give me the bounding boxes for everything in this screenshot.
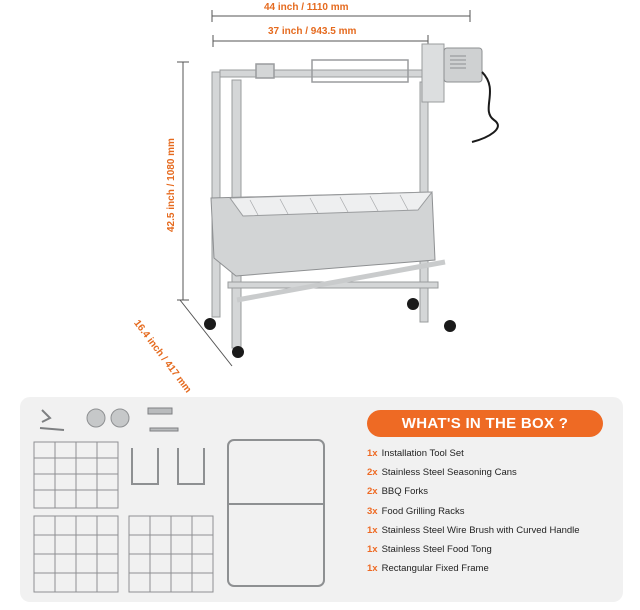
- item-quantity: 2x: [367, 467, 378, 479]
- list-item: [367, 502, 627, 521]
- item-label: BBQ Forks: [381, 486, 429, 498]
- tool-set-icon: [40, 410, 64, 430]
- motor: [422, 44, 498, 142]
- item-quantity: 1x: [367, 563, 378, 575]
- item-quantity: 1x: [367, 524, 378, 536]
- item-quantity: 2x: [367, 486, 378, 498]
- brush-icon: [148, 408, 178, 431]
- width-outer-dimension: 44 inch / 1110 mm: [264, 2, 349, 13]
- height-dimension: 42.5 inch / 1080 mm: [166, 138, 177, 232]
- item-label: Installation Tool Set: [381, 448, 464, 459]
- bbq-forks-icon: [132, 448, 204, 484]
- grill-trough: [211, 192, 435, 276]
- depth-dimension: 16.4 inch / 417 mm: [131, 318, 194, 396]
- box-parts-illustration: [30, 400, 360, 600]
- item-label: Stainless Steel Seasoning Cans: [381, 467, 517, 479]
- item-quantity: 3x: [367, 505, 378, 517]
- width-inner-dimension: 37 inch / 943.5 mm: [268, 26, 357, 37]
- list-item: [367, 444, 627, 463]
- item-label: Rectangular Fixed Frame: [381, 563, 489, 575]
- seasoning-cans-icon: [87, 409, 129, 427]
- fixed-frame-icon: [228, 440, 324, 586]
- item-label: Stainless Steel Wire Brush with Curved Handle: [381, 524, 580, 536]
- item-quantity: 1x: [367, 448, 378, 459]
- list-item: [367, 463, 627, 482]
- item-label: Stainless Steel Food Tong: [381, 543, 492, 555]
- list-item: [367, 540, 627, 559]
- box-contents-title: WHAT'S IN THE BOX ?: [367, 410, 603, 437]
- list-item: [367, 482, 627, 501]
- list-item: [367, 521, 627, 540]
- grilling-rack-icon: [34, 442, 213, 592]
- list-item: [367, 559, 627, 578]
- item-label: Food Grilling Racks: [381, 505, 465, 517]
- item-quantity: 1x: [367, 543, 378, 555]
- caster-wheels: [204, 298, 456, 358]
- box-contents-list: [367, 444, 627, 578]
